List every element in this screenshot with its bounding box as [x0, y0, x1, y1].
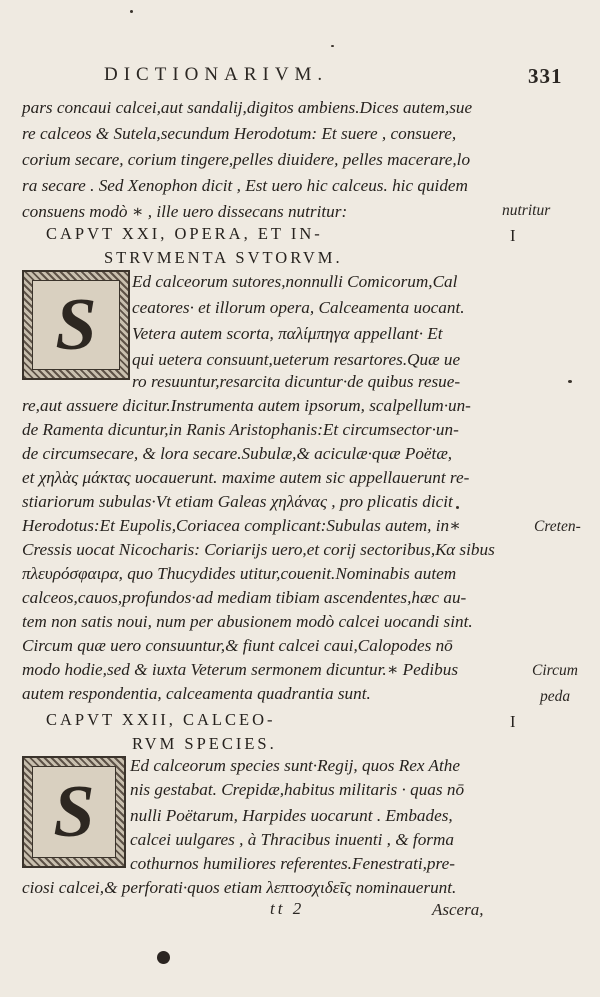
- catchword: Ascera,: [432, 900, 484, 919]
- decorated-initial-frame: [32, 280, 120, 370]
- chapter-heading-21-line1: CAPVT XXI, OPERA, ET IN-: [46, 224, 323, 243]
- text-line: ra secare . Sed Xenophon dicit , Est uero hic calceus. hic quidem: [22, 176, 468, 195]
- ink-speck: [331, 45, 334, 47]
- ink-speck: [456, 506, 459, 509]
- text-line: de Ramenta dicuntur,in Ranis Aristophanis:Et circumsector·un-: [22, 420, 459, 439]
- text-line: tem non satis noui, num per abusionem modò calcei uocandi sint.: [22, 612, 473, 631]
- marginal-note-nutritur: nutritur: [502, 202, 551, 219]
- text-line: pars concaui calcei,aut sandalij,digitos ambiens.Dices autem,sue: [22, 98, 473, 117]
- chapter-heading-22-line1: CAPVT XXII, CALCEO-: [46, 710, 276, 729]
- ink-blot: [157, 951, 170, 964]
- text-line: Vetera autem scorta, παλίμπηγα appellant· Et: [132, 324, 443, 343]
- chapter-side-mark: I: [510, 712, 519, 731]
- decorated-initial-s: [22, 756, 126, 868]
- text-line: nis gestabat. Crepidæ,habitus militaris · quas nō: [130, 780, 465, 799]
- chapter-heading-22-line2: RVM SPECIES.: [132, 734, 277, 753]
- text-line: ceatores· et illorum opera, Calceamenta uocant.: [132, 298, 465, 317]
- text-line: Circum quæ uero consuuntur,& fiunt calcei caui,Calopodes nō: [22, 636, 453, 655]
- text-line: de circumsecare, & lora secare.Subulæ,& aciculæ·quæ Poëtæ,: [22, 444, 453, 463]
- text-line: qui uetera consuunt,ueterum resartores.Quæ ue: [132, 350, 461, 369]
- text-line: corium secare, corium tingere,pelles diuidere, pelles macerare,lo: [22, 150, 471, 169]
- text-line: ro resuuntur,resarcita dicuntur·de quibus resue-: [132, 372, 461, 391]
- running-header-title: DICTIONARIVM.: [104, 64, 329, 85]
- chapter-heading-21-line2: STRVMENTA SVTORVM.: [104, 248, 343, 267]
- text-line: autem respondentia, calceamenta quadrantia sunt.: [22, 684, 371, 703]
- marginal-note-circum: Circum: [532, 662, 578, 679]
- marginal-note-peda: peda: [540, 688, 571, 705]
- text-line: Cressis uocat Nicocharis: Coriarijs uero,et corij sectoribus,Κα sibus: [22, 540, 495, 559]
- decorated-initial-s: [22, 270, 130, 380]
- initial-letter: S: [55, 284, 97, 366]
- text-line: Ed calceorum sutores,nonnulli Comicorum,Cal: [132, 272, 458, 291]
- chapter-side-mark: I: [510, 226, 519, 245]
- text-line: nulli Poëtarum, Harpides uocarunt . Embades,: [130, 806, 453, 825]
- text-line: modo hodie,sed & iuxta Veterum sermonem dicuntur.∗ Pedibus: [22, 660, 459, 679]
- text-line: ciosi calcei,& perforati·quos etiam λεπτοσχιδεῖς nominauerunt.: [22, 878, 457, 897]
- decorated-initial-frame: [32, 766, 116, 858]
- text-line: consuens modò ∗ , ille uero dissecans nutritur:: [22, 202, 348, 221]
- text-line: re calceos & Sutela,secundum Herodotum: Et suere , consuere,: [22, 124, 457, 143]
- marginal-note-creten: Creten-: [534, 518, 581, 535]
- text-line: re,aut assuere dicitur.Instrumenta autem ipsorum, scalpellum·un-: [22, 396, 471, 415]
- ink-speck: [130, 10, 133, 13]
- text-line: calcei uulgares , à Thracibus inuenti , & forma: [130, 830, 454, 849]
- ink-speck: [568, 380, 572, 383]
- initial-letter: S: [53, 771, 95, 853]
- text-line: cothurnos humiliores referentes.Fenestrati,pre-: [130, 854, 455, 873]
- text-line: stiariorum subulas·Vt etiam Galeas χηλάνας , pro plicatis dicit: [22, 492, 453, 511]
- page-number: 331: [528, 64, 563, 88]
- text-line: Herodotus:Et Eupolis,Coriacea complicant:Subulas autem, in∗: [22, 516, 461, 535]
- text-line: et χηλὰς μάκτας uocauerunt. maxime autem sic appellauerunt re-: [22, 468, 470, 487]
- signature-mark: tt 2: [270, 899, 305, 918]
- text-line: πλευρόσφαιρα, quo Thucydides utitur,couenit.Nominabis autem: [22, 564, 457, 583]
- text-line: Ed calceorum species sunt·Regij, quos Rex Athe: [130, 756, 460, 775]
- text-line: calceos,cauos,profundos·ad mediam tibiam ascendentes,hæc au-: [22, 588, 467, 607]
